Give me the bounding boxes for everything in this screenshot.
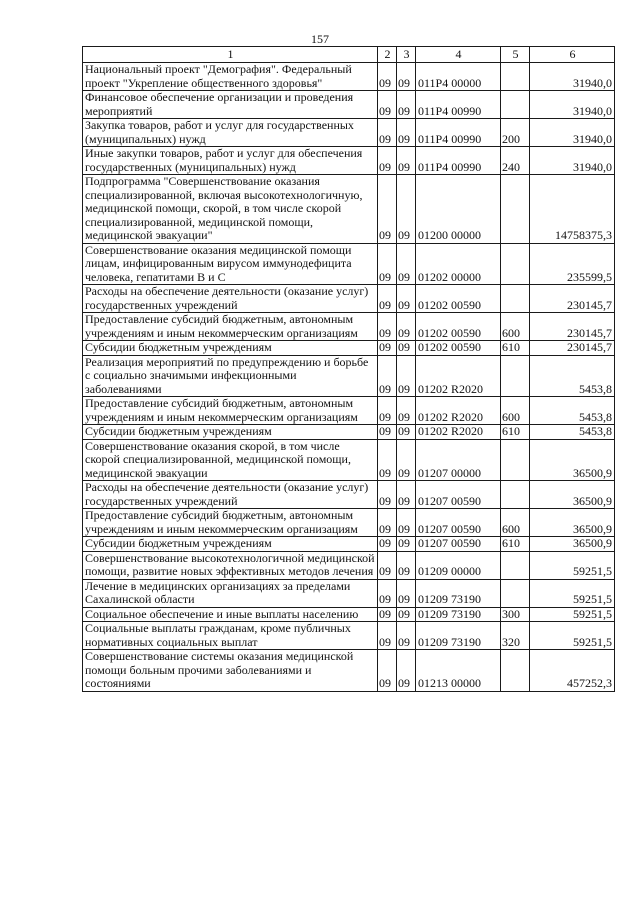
row-amount: 31940,0 <box>530 63 615 91</box>
row-subsection: 09 <box>397 91 416 119</box>
row-subsection: 09 <box>397 439 416 481</box>
row-target-article: 01202 00590 <box>416 285 501 313</box>
row-expense-type: 320 <box>501 622 530 650</box>
row-section: 09 <box>378 537 397 552</box>
row-name: Социальное обеспечение и иные выплаты населению <box>83 607 378 622</box>
row-section: 09 <box>378 622 397 650</box>
table-row <box>83 509 615 537</box>
table-row <box>83 341 615 356</box>
row-section: 09 <box>378 341 397 356</box>
table-row <box>83 622 615 650</box>
row-amount: 59251,5 <box>530 607 615 622</box>
row-target-article: 011P4 00990 <box>416 119 501 147</box>
row-expense-type: 600 <box>501 397 530 425</box>
table-row <box>83 537 615 552</box>
row-target-article: 011P4 00990 <box>416 91 501 119</box>
row-target-article: 01202 00000 <box>416 243 501 285</box>
table-row <box>83 650 615 692</box>
row-target-article: 011P4 00990 <box>416 147 501 175</box>
row-amount: 235599,5 <box>530 243 615 285</box>
row-expense-type <box>501 285 530 313</box>
row-expense-type <box>501 650 530 692</box>
table-row <box>83 175 615 244</box>
row-subsection: 09 <box>397 650 416 692</box>
row-expense-type <box>501 551 530 579</box>
row-target-article: 01213 00000 <box>416 650 501 692</box>
row-target-article: 01207 00590 <box>416 509 501 537</box>
row-subsection: 09 <box>397 551 416 579</box>
row-expense-type: 600 <box>501 509 530 537</box>
row-section: 09 <box>378 439 397 481</box>
row-expense-type <box>501 175 530 244</box>
table-row <box>83 425 615 440</box>
row-section: 09 <box>378 551 397 579</box>
table-row <box>83 119 615 147</box>
row-name: Совершенствование системы оказания медицинской помощи больным прочими заболеваниями и состояниями <box>83 650 378 692</box>
row-section: 09 <box>378 607 397 622</box>
row-subsection: 09 <box>397 285 416 313</box>
row-expense-type: 300 <box>501 607 530 622</box>
row-section: 09 <box>378 91 397 119</box>
row-subsection: 09 <box>397 481 416 509</box>
row-subsection: 09 <box>397 63 416 91</box>
column-header-name: 1 <box>83 47 378 63</box>
row-section: 09 <box>378 509 397 537</box>
row-name: Закупка товаров, работ и услуг для государственных (муниципальных) нужд <box>83 119 378 147</box>
row-subsection: 09 <box>397 355 416 397</box>
row-section: 09 <box>378 650 397 692</box>
row-name: Национальный проект "Демография". Федеральный проект "Укрепление общественного здоровья" <box>83 63 378 91</box>
table-row <box>83 243 615 285</box>
column-header-expense-type: 5 <box>501 47 530 63</box>
row-amount: 14758375,3 <box>530 175 615 244</box>
table-row <box>83 439 615 481</box>
row-target-article: 01207 00590 <box>416 481 501 509</box>
row-name: Совершенствование оказания скорой, в том числе скорой специализированной, медицинской помощи, медицинской эвакуации <box>83 439 378 481</box>
row-expense-type <box>501 63 530 91</box>
row-amount: 36500,9 <box>530 439 615 481</box>
row-target-article: 01202 R2020 <box>416 355 501 397</box>
row-expense-type: 600 <box>501 313 530 341</box>
table-row <box>83 397 615 425</box>
row-target-article: 01202 R2020 <box>416 425 501 440</box>
column-header-target-article: 4 <box>416 47 501 63</box>
row-name: Субсидии бюджетным учреждениям <box>83 341 378 356</box>
row-subsection: 09 <box>397 341 416 356</box>
row-name: Социальные выплаты гражданам, кроме публичных нормативных социальных выплат <box>83 622 378 650</box>
row-name: Реализация мероприятий по предупреждению и борьбе с социально значимыми инфекционными заболеваниями <box>83 355 378 397</box>
row-target-article: 011P4 00000 <box>416 63 501 91</box>
table-header-row <box>83 47 615 63</box>
row-expense-type <box>501 91 530 119</box>
row-subsection: 09 <box>397 607 416 622</box>
row-subsection: 09 <box>397 243 416 285</box>
row-target-article: 01209 00000 <box>416 551 501 579</box>
row-subsection: 09 <box>397 397 416 425</box>
row-section: 09 <box>378 313 397 341</box>
row-amount: 5453,8 <box>530 355 615 397</box>
row-name: Субсидии бюджетным учреждениям <box>83 537 378 552</box>
budget-table <box>82 46 615 692</box>
row-amount: 31940,0 <box>530 147 615 175</box>
row-subsection: 09 <box>397 622 416 650</box>
row-section: 09 <box>378 579 397 607</box>
row-expense-type <box>501 355 530 397</box>
row-target-article: 01200 00000 <box>416 175 501 244</box>
row-amount: 5453,8 <box>530 397 615 425</box>
row-target-article: 01202 R2020 <box>416 397 501 425</box>
row-section: 09 <box>378 285 397 313</box>
table-row <box>83 355 615 397</box>
row-name: Лечение в медицинских организациях за пределами Сахалинской области <box>83 579 378 607</box>
row-amount: 59251,5 <box>530 551 615 579</box>
row-expense-type <box>501 439 530 481</box>
column-header-amount: 6 <box>530 47 615 63</box>
row-amount: 36500,9 <box>530 537 615 552</box>
row-section: 09 <box>378 147 397 175</box>
row-amount: 36500,9 <box>530 509 615 537</box>
row-target-article: 01207 00000 <box>416 439 501 481</box>
row-amount: 230145,7 <box>530 313 615 341</box>
table-row <box>83 285 615 313</box>
row-subsection: 09 <box>397 425 416 440</box>
table-row <box>83 147 615 175</box>
row-target-article: 01209 73190 <box>416 607 501 622</box>
row-name: Иные закупки товаров, работ и услуг для обеспечения государственных (муниципальных) нужд <box>83 147 378 175</box>
row-amount: 457252,3 <box>530 650 615 692</box>
table-row <box>83 481 615 509</box>
row-subsection: 09 <box>397 147 416 175</box>
row-name: Предоставление субсидий бюджетным, автономным учреждениям и иным некоммерческим организациям <box>83 313 378 341</box>
row-expense-type <box>501 481 530 509</box>
row-amount: 230145,7 <box>530 341 615 356</box>
row-amount: 31940,0 <box>530 91 615 119</box>
page-number: 157 <box>311 32 329 46</box>
table-row <box>83 579 615 607</box>
row-section: 09 <box>378 355 397 397</box>
row-section: 09 <box>378 119 397 147</box>
table-row <box>83 91 615 119</box>
row-section: 09 <box>378 425 397 440</box>
row-subsection: 09 <box>397 537 416 552</box>
row-expense-type <box>501 243 530 285</box>
row-name: Предоставление субсидий бюджетным, автономным учреждениям и иным некоммерческим организациям <box>83 397 378 425</box>
row-expense-type <box>501 579 530 607</box>
row-target-article: 01209 73190 <box>416 622 501 650</box>
row-target-article: 01202 00590 <box>416 313 501 341</box>
table-row <box>83 313 615 341</box>
row-name: Подпрограмма "Совершенствование оказания специализированной, включая высокотехнологичную, медицинской помощи, скорой, в том числе скорой специализированной, медицинской помощи, медицинской эвакуации" <box>83 175 378 244</box>
row-name: Финансовое обеспечение организации и проведения мероприятий <box>83 91 378 119</box>
row-subsection: 09 <box>397 313 416 341</box>
row-section: 09 <box>378 243 397 285</box>
row-name: Субсидии бюджетным учреждениям <box>83 425 378 440</box>
row-expense-type: 610 <box>501 341 530 356</box>
row-expense-type: 240 <box>501 147 530 175</box>
row-amount: 230145,7 <box>530 285 615 313</box>
column-header-subsection: 3 <box>397 47 416 63</box>
table-row <box>83 551 615 579</box>
row-expense-type: 200 <box>501 119 530 147</box>
row-name: Совершенствование оказания медицинской помощи лицам, инфицированным вирусом иммунодефицита человека, гепатитами В и С <box>83 243 378 285</box>
row-subsection: 09 <box>397 119 416 147</box>
row-amount: 5453,8 <box>530 425 615 440</box>
column-header-section: 2 <box>378 47 397 63</box>
row-section: 09 <box>378 63 397 91</box>
row-expense-type: 610 <box>501 537 530 552</box>
row-target-article: 01202 00590 <box>416 341 501 356</box>
row-name: Совершенствование высокотехнологичной медицинской помощи, развитие новых эффективных методов лечения <box>83 551 378 579</box>
row-amount: 59251,5 <box>530 622 615 650</box>
row-target-article: 01207 00590 <box>416 537 501 552</box>
row-name: Предоставление субсидий бюджетным, автономным учреждениям и иным некоммерческим организациям <box>83 509 378 537</box>
row-target-article: 01209 73190 <box>416 579 501 607</box>
row-expense-type: 610 <box>501 425 530 440</box>
row-name: Расходы на обеспечение деятельности (оказание услуг) государственных учреждений <box>83 285 378 313</box>
row-section: 09 <box>378 397 397 425</box>
row-section: 09 <box>378 481 397 509</box>
table-row <box>83 607 615 622</box>
row-amount: 36500,9 <box>530 481 615 509</box>
row-subsection: 09 <box>397 509 416 537</box>
row-subsection: 09 <box>397 175 416 244</box>
row-section: 09 <box>378 175 397 244</box>
row-amount: 31940,0 <box>530 119 615 147</box>
row-subsection: 09 <box>397 579 416 607</box>
row-name: Расходы на обеспечение деятельности (оказание услуг) государственных учреждений <box>83 481 378 509</box>
table-row <box>83 63 615 91</box>
row-amount: 59251,5 <box>530 579 615 607</box>
